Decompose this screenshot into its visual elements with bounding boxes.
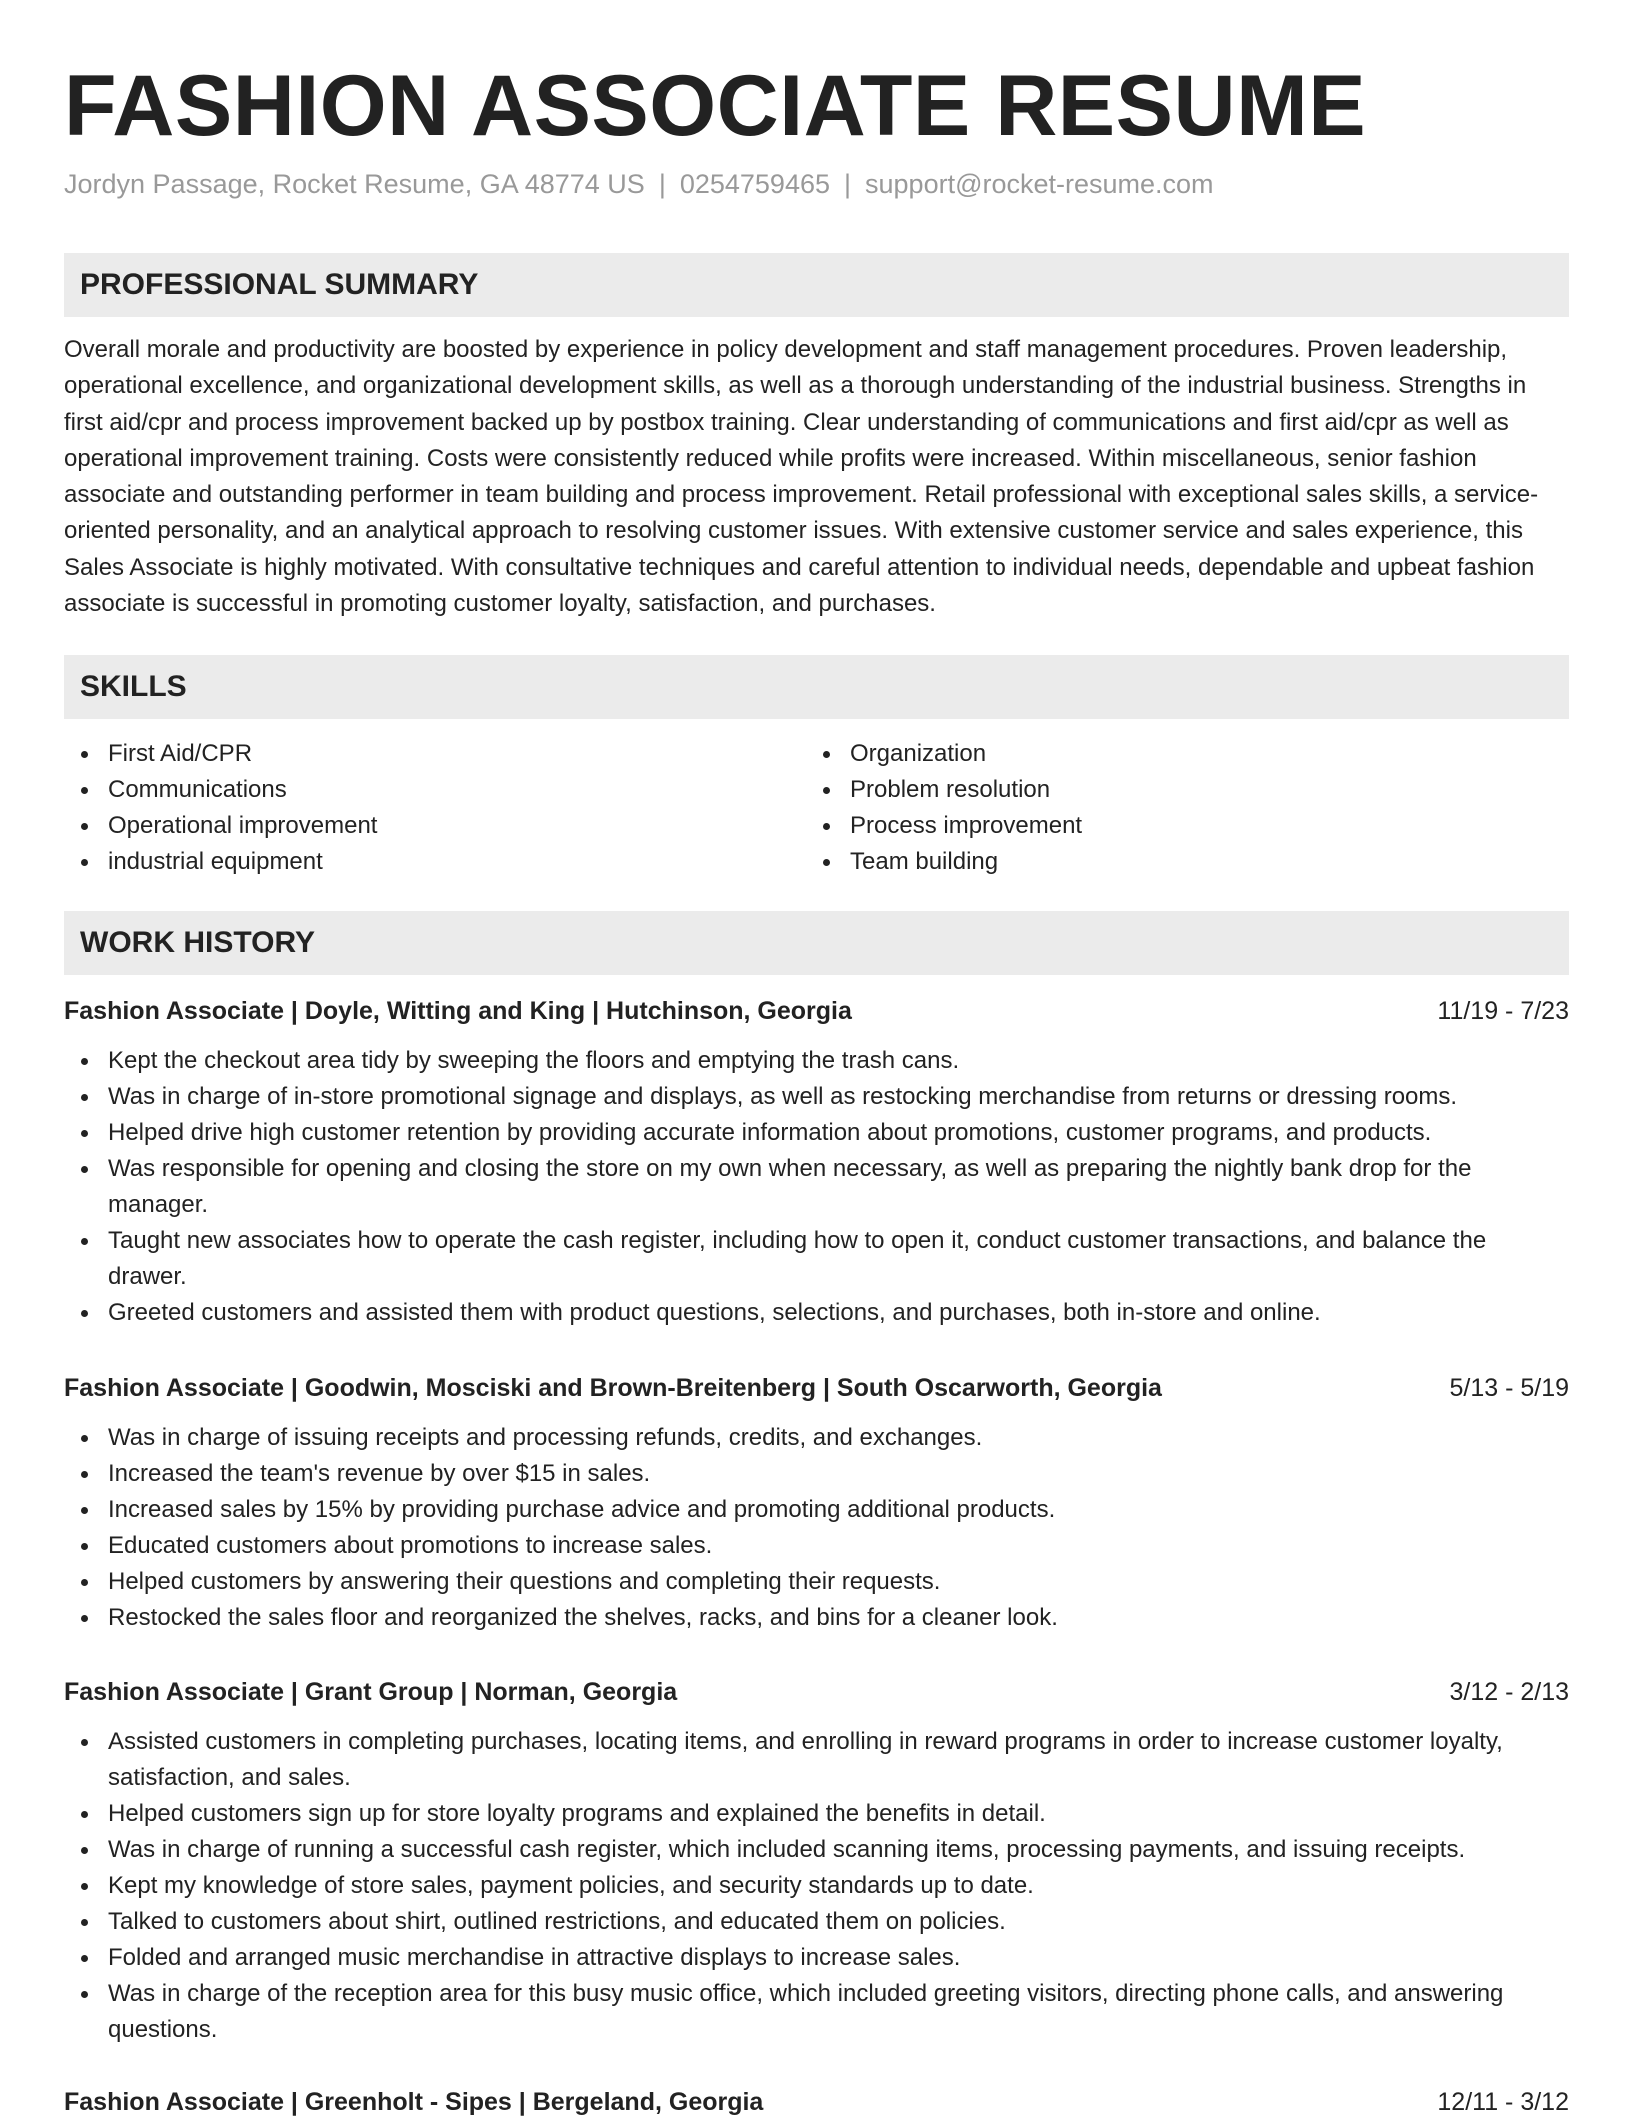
job-header: [64, 1368, 1569, 1408]
job-duty: Helped customers by answering their questions and completing their requests.: [108, 1564, 1569, 1600]
job-date: 5/13 - 5/19: [1449, 1374, 1569, 1402]
job-title: Fashion Associate | Grant Group | Norman, Georgia: [64, 1678, 678, 1706]
job-duty: Was responsible for opening and closing the store on my own when necessary, as well as preparing the nightly bank drop for the manager.: [108, 1151, 1569, 1223]
job-duty: Was in charge of issuing receipts and processing refunds, credits, and exchanges.: [108, 1420, 1569, 1456]
job-duty: Helped customers sign up for store loyalty programs and explained the benefits in detail.: [108, 1796, 1569, 1832]
job-duty: Was in charge of running a successful cash register, which included scanning items, processing payments, and issuing receipts.: [108, 1832, 1569, 1868]
contact-address: Jordyn Passage, Rocket Resume, GA 48774 US: [64, 169, 645, 199]
job-duty: Assisted customers in completing purchases, locating items, and enrolling in reward programs in order to increase customer loyalty, satisfaction, and sales.: [108, 1724, 1569, 1796]
job-date: 11/19 - 7/23: [1437, 997, 1569, 1025]
job-entry: [64, 1368, 1569, 1636]
contact-separator: |: [844, 169, 852, 199]
job-header: [64, 1672, 1569, 1712]
skill-item: Process improvement: [850, 808, 1548, 844]
job-duty: Helped drive high customer retention by providing accurate information about promotions, customer programs, and products.: [108, 1115, 1569, 1151]
job-title: Fashion Associate | Goodwin, Mosciski and Brown-Breitenberg | South Oscarworth, Georgia: [64, 1374, 1162, 1402]
job-duties: [64, 1724, 1569, 2048]
resume-title: FASHION ASSOCIATE RESUME: [64, 58, 1367, 154]
skill-item: Communications: [108, 772, 806, 808]
job-duty: Taught new associates how to operate the cash register, including how to open it, conduct customer transactions, and balance the drawer.: [108, 1223, 1569, 1295]
job-date: 12/11 - 3/12: [1437, 2088, 1569, 2116]
job-duties: [64, 1043, 1569, 1331]
job-duties: [64, 1420, 1569, 1636]
skills-column-left: [64, 736, 806, 880]
skill-item: Operational improvement: [108, 808, 806, 844]
section-header-work-history: [64, 911, 1569, 975]
job-duty: Increased sales by 15% by providing purchase advice and promoting additional products.: [108, 1492, 1569, 1528]
job-duty: Restocked the sales floor and reorganized the shelves, racks, and bins for a cleaner look.: [108, 1600, 1569, 1636]
job-duty: Was in charge of in-store promotional signage and displays, as well as restocking merchandise from returns or dressing rooms.: [108, 1079, 1569, 1115]
contact-phone: 0254759465: [679, 169, 830, 199]
contact-line: [64, 166, 1214, 202]
job-entry: [64, 1672, 1569, 2048]
job-duty: Kept the checkout area tidy by sweeping the floors and emptying the trash cans.: [108, 1043, 1569, 1079]
job-duty: Kept my knowledge of store sales, payment policies, and security standards up to date.: [108, 1868, 1569, 1904]
job-entry: [64, 991, 1569, 1331]
job-duty: Educated customers about promotions to increase sales.: [108, 1528, 1569, 1564]
contact-email: support@rocket-resume.com: [865, 169, 1214, 199]
section-header-summary: [64, 253, 1569, 317]
section-header-skills: [64, 655, 1569, 719]
section-title-skills: SKILLS: [80, 670, 187, 703]
skill-item: Team building: [850, 844, 1548, 880]
summary-text: Overall morale and productivity are boosted by experience in policy development and staff management procedures. Proven leadership, operational excellence, and organizational development skills, as well as a thorough understanding of the industrial business. Strengths in first aid/cpr and process improvement backed up by postbox training. Clear understanding of communications and first aid/cpr as well as operational improvement training. Costs were consistently reduced while profits were increased. Within miscellaneous, senior fashion associate and outstanding performer in team building and process improvement. Retail professional with exceptional sales skills, a service-oriented personality, and an analytical approach to resolving customer issues. With extensive customer service and sales experience, this Sales Associate is highly motivated. With consultative techniques and careful attention to individual needs, dependable and upbeat fashion associate is successful in promoting customer loyalty, satisfaction, and purchases.: [64, 336, 1539, 618]
skill-item: First Aid/CPR: [108, 736, 806, 772]
job-header: [64, 2082, 1569, 2122]
job-entry: [64, 2082, 1569, 2122]
skill-item: Organization: [850, 736, 1548, 772]
section-title-summary: PROFESSIONAL SUMMARY: [80, 268, 479, 301]
job-duty: Folded and arranged music merchandise in attractive displays to increase sales.: [108, 1940, 1569, 1976]
job-title: Fashion Associate | Doyle, Witting and King | Hutchinson, Georgia: [64, 997, 852, 1025]
skill-item: Problem resolution: [850, 772, 1548, 808]
job-duty: Was in charge of the reception area for this busy music office, which included greeting visitors, directing phone calls, and answering questions.: [108, 1976, 1569, 2048]
skills-column-right: [806, 736, 1548, 880]
contact-separator: |: [658, 169, 666, 199]
job-duty: Increased the team's revenue by over $15 in sales.: [108, 1456, 1569, 1492]
job-duty: Greeted customers and assisted them with product questions, selections, and purchases, both in-store and online.: [108, 1295, 1569, 1331]
job-duty: Talked to customers about shirt, outlined restrictions, and educated them on policies.: [108, 1904, 1569, 1940]
job-header: [64, 991, 1569, 1031]
skills-list: [64, 736, 1569, 880]
job-date: 3/12 - 2/13: [1449, 1678, 1569, 1706]
skill-item: industrial equipment: [108, 844, 806, 880]
section-title-work-history: WORK HISTORY: [80, 926, 316, 959]
job-title: Fashion Associate | Greenholt - Sipes | Bergeland, Georgia: [64, 2088, 764, 2116]
